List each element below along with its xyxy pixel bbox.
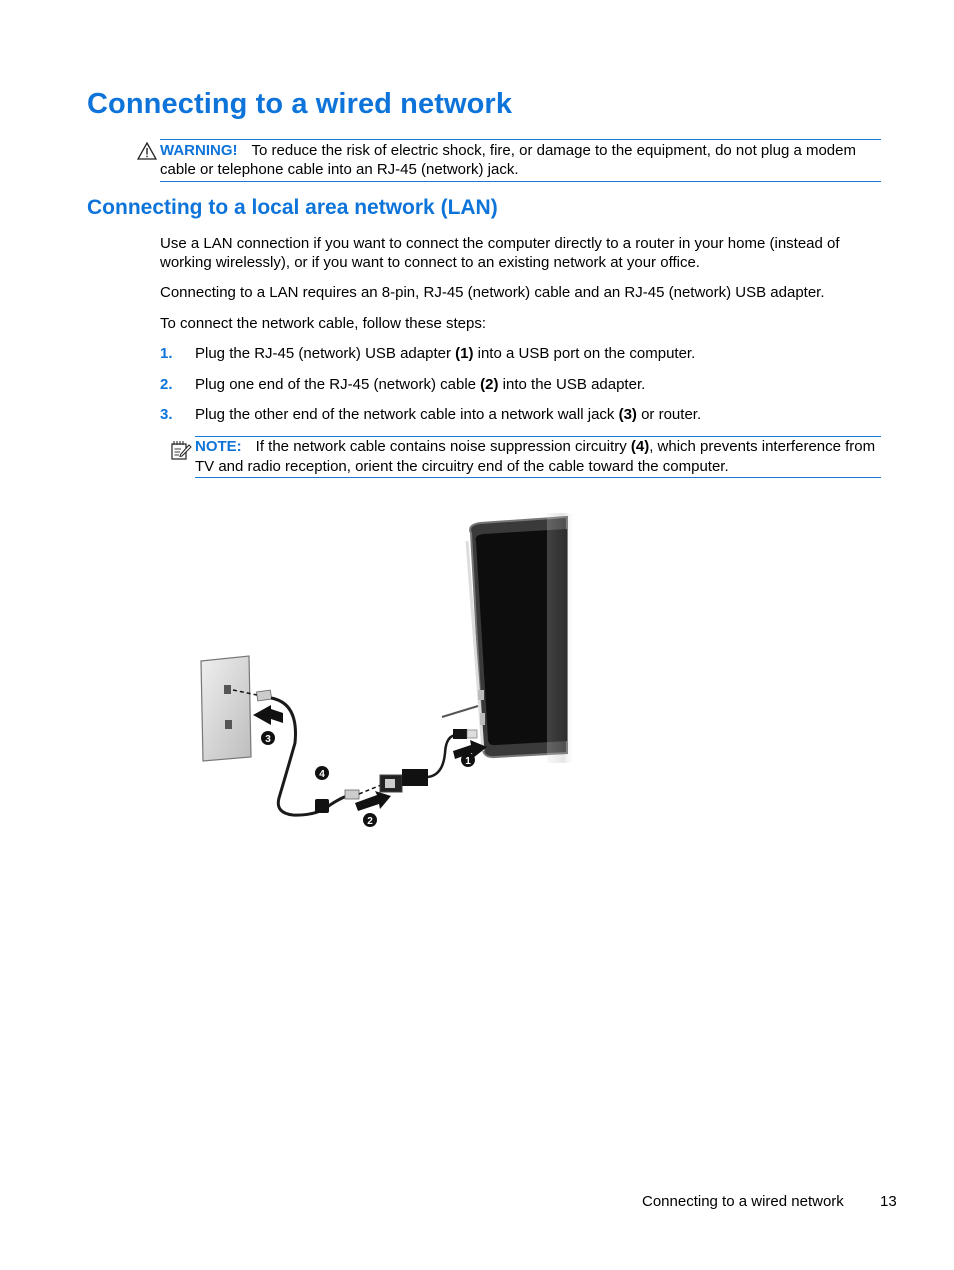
step-text: into a USB port on the computer.: [473, 345, 696, 362]
note-text: If the network cable contains noise suppression circuitry: [255, 438, 631, 455]
paragraph-lan-requirements: Connecting to a LAN requires an 8-pin, RJ-45 (network) cable and an RJ-45 (network) USB adapter.: [160, 284, 825, 301]
wall-jack-plate: [201, 656, 251, 761]
callout-badge-2: [363, 813, 377, 827]
note-label: NOTE:: [195, 438, 242, 455]
tablet-computer: [467, 513, 575, 763]
paragraph-lan-intro: Use a LAN connection if you want to connect the computer directly to a router in your home (instead of working wirelessly), or if you want to connect to an existing network at your office.: [160, 235, 840, 271]
network-connection-illustration: [195, 513, 575, 833]
footer-title: Connecting to a wired network: [642, 1193, 844, 1210]
step-callout: (3): [618, 406, 637, 423]
note-pad-icon: [170, 439, 192, 461]
section-heading: Connecting to a local area network (LAN): [87, 196, 498, 219]
callout-badge-4: [315, 766, 329, 780]
note-text: , which prevents interference from TV and radio reception, orient the circuitry end of the cable toward the computer.: [195, 438, 876, 475]
warning-label: WARNING!: [160, 142, 238, 159]
step-number: 2.: [160, 376, 173, 393]
callout-label: 2: [367, 816, 373, 827]
step-text: Plug one end of the RJ-45 (network) cable: [195, 376, 481, 393]
callout-label: 1: [465, 756, 471, 767]
step-text: into the USB adapter.: [498, 376, 646, 393]
note-box: [195, 436, 881, 478]
step-text: Plug the other end of the network cable into a network wall jack: [195, 406, 619, 423]
step-text: or router.: [636, 406, 702, 423]
noise-suppressor: [315, 799, 329, 813]
warning-triangle-icon: [137, 142, 157, 160]
callout-label: 3: [265, 734, 271, 745]
step-callout: (2): [480, 376, 499, 393]
note-callout: (4): [630, 438, 650, 455]
arrow-icon: [253, 705, 283, 725]
step-text: Plug the RJ-45 (network) USB adapter: [195, 345, 456, 362]
callout-label: 4: [319, 769, 325, 780]
callout-badge-1: [461, 753, 475, 767]
callout-badge-3: [261, 731, 275, 745]
paragraph-steps-intro: To connect the network cable, follow these steps:: [160, 315, 487, 332]
step-number: 1.: [160, 345, 173, 362]
warning-box: [160, 139, 881, 182]
step-number: 3.: [160, 406, 173, 423]
page-number: 13: [880, 1193, 897, 1210]
step-callout: (1): [455, 345, 474, 362]
warning-text: To reduce the risk of electric shock, fire, or damage to the equipment, do not plug a modem cable or telephone cable into an RJ-45 (network) jack.: [160, 142, 856, 178]
page-title: Connecting to a wired network: [87, 88, 513, 120]
